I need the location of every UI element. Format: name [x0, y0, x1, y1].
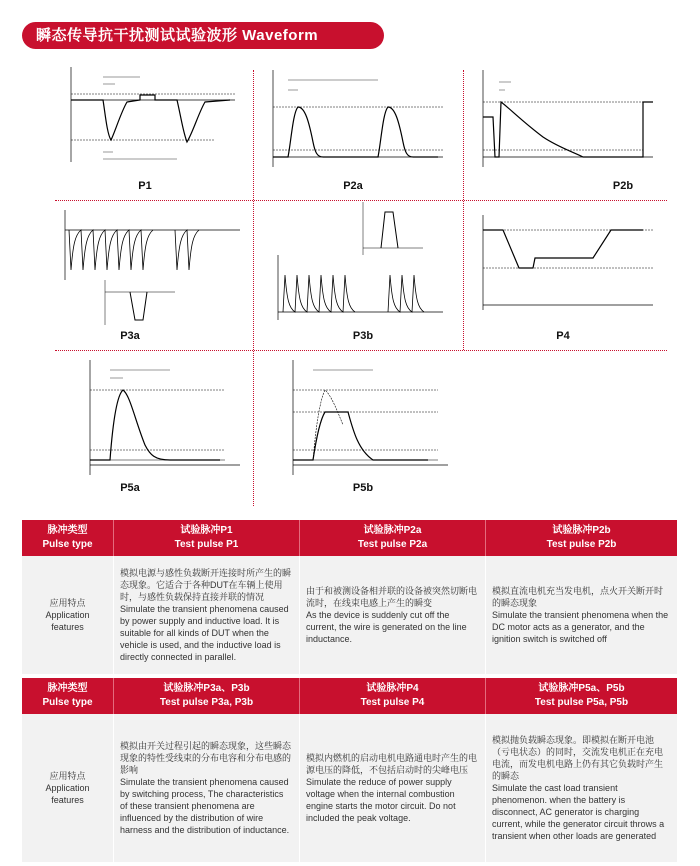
table2-cell-p4: 模拟内燃机的启动电机电路通电时产生的电源电压的降低，不包括启动时的尖峰电压 Simulate the reduce of power supply voltage when the internal combustion engine starts the motor circuit. Do not included the peak voltage.: [300, 714, 486, 862]
table2-cell-p3: 模拟由开关过程引起的瞬态现象，这些瞬态现象的特性受线束的分布电容和分布电感的影响 Simulate the transient phenomena caused by switching process, The characteristics of these transient phenomena are influenced by the distribution of wire harness and the distribution of inductance.: [114, 714, 300, 862]
table2-row-label: 应用特点 Application features: [22, 714, 114, 862]
page-title-banner: [22, 22, 384, 49]
table2-header: [22, 678, 677, 714]
page-title: 瞬态传导抗干扰测试试验波形 Waveform: [36, 27, 319, 44]
panel-p4: [463, 200, 667, 350]
panel-label-p5b: P5b: [352, 482, 374, 494]
table2-header-p5: 试验脉冲P5a、P5b Test pulse P5a, P5b: [534, 683, 629, 708]
panel-p3b: [253, 200, 463, 350]
table2-header-pulse-type: 脉冲类型 Pulse type: [22, 678, 114, 714]
panel-p2a: [253, 62, 463, 200]
waveform-p1: [55, 62, 245, 172]
waveform-p4: [463, 200, 663, 320]
panel-label-p2b: P2b: [612, 180, 634, 192]
waveform-p5a: [55, 350, 245, 480]
table1-header-p2b: 试验脉冲P2b Test pulse P2b: [546, 525, 617, 550]
panel-label-p2a: P2a: [343, 180, 363, 192]
panel-label-p3a: P3a: [120, 330, 140, 342]
panel-label-p4: P4: [556, 330, 570, 342]
panel-p2b: [463, 62, 667, 200]
panel-label-p3b: P3b: [352, 330, 374, 342]
table1-cell-p2a: 由于和被测设备相并联的设备被突然切断电流时，在线束电感上产生的瞬变 As the device is suddenly cut off the current, the wire is generated on the line inductance.: [300, 556, 486, 674]
waveform-p5b: [253, 350, 458, 480]
panel-p5b: [253, 350, 463, 506]
waveform-p3b: [253, 200, 458, 330]
table2-row: [22, 714, 677, 862]
table1-cell-p2b: 模拟直流电机充当发电机，点火开关断开时的瞬态现象 Simulate the transient phenomena when the DC motor acts as a generator, and the ignition switch is switched off: [492, 586, 669, 644]
panel-label-p1: P1: [138, 180, 152, 192]
table2-cell-p5: 模拟抛负载瞬态现象。即模拟在断开电池（亏电状态）的同时，交流发电机正在充电电流，而发电机电路上仍有其它负载时产生的瞬态 Simulate the cast load transient phenomenon. when the battery is disconnect, AC generator is charging current, while the generator circuit throws a transient when other loads are generated: [492, 735, 665, 841]
waveform-grid: [55, 62, 667, 506]
table2-header-p3: 试验脉冲P3a、P3b Test pulse P3a, P3b: [114, 678, 300, 714]
panel-label-p5a: P5a: [120, 482, 140, 494]
table2-header-p4: 试验脉冲P4 Test pulse P4: [300, 678, 486, 714]
table1-row: [22, 556, 677, 674]
panel-p5a: [55, 350, 253, 506]
table1-header-p2a: 试验脉冲P2a Test pulse P2a: [300, 520, 486, 556]
table1-cell-p1: 模拟电源与感性负载断开连接时所产生的瞬态现象。它适合于各种DUT在车辆上使用时，与感性负载保持直接并联的情况 Simulate the transient phenomena caused by power supply and inductive load. It is suitable for all kinds of DUT when the vehicle is used, and the inductive load is directly connected in parallel.: [114, 556, 300, 674]
table1-row-label: 应用特点 Application features: [22, 556, 114, 674]
waveform-p2a: [253, 62, 453, 172]
table1-header: [22, 520, 677, 556]
panel-p1: [55, 62, 253, 200]
table1-header-pulse-type: 脉冲类型 Pulse type: [22, 520, 114, 556]
panel-p3a: [55, 200, 253, 350]
table1-header-p1: 试验脉冲P1 Test pulse P1: [114, 520, 300, 556]
waveform-p2b: [463, 62, 663, 172]
waveform-p3a: [55, 200, 245, 330]
